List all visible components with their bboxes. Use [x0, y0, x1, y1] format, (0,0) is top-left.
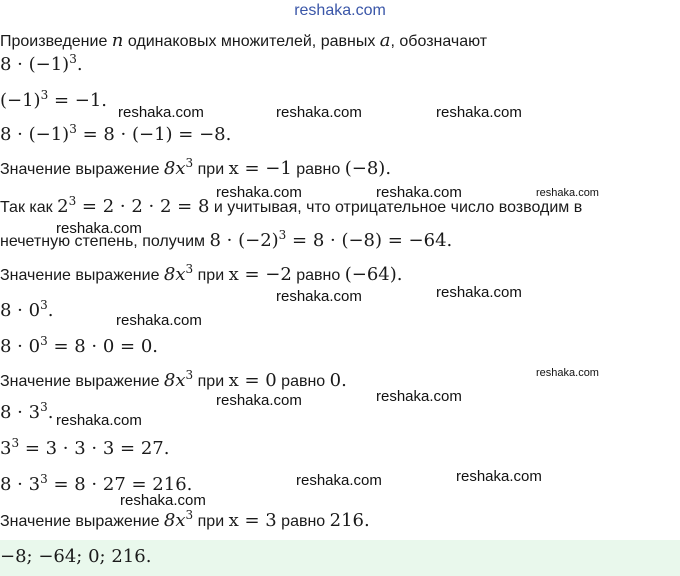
text-line: Значение выражение $8x^3$ при x = 0 равно 0.	[0, 368, 347, 391]
math-line: $8 \cdot 3^3$.	[0, 400, 54, 423]
math-line: $8 \cdot 0^3 = 8 \cdot 0 = 0$.	[0, 334, 159, 357]
text-line: Значение выражение $8x^3$ при x = 3 равно 216.	[0, 508, 370, 531]
text-line: Так как $2^3 = 2 \cdot 2 \cdot 2 = 8$ и учитывая, что отрицательное число возводим в	[0, 194, 583, 217]
watermark: reshaka.com	[436, 284, 522, 301]
text: , обозначают	[390, 33, 488, 50]
text: одинаковых множителей, равных	[127, 33, 376, 50]
watermark: reshaka.com	[276, 288, 362, 305]
math: a	[379, 30, 391, 51]
math-line: $8 \cdot 3^3 = 8 \cdot 27 = 216$.	[0, 472, 193, 495]
watermark: reshaka.com	[376, 184, 462, 201]
watermark: reshaka.com	[216, 184, 302, 201]
text: Произведение	[0, 33, 108, 50]
answer-box	[0, 540, 680, 576]
math-line: $(-1)^3 = -1$.	[0, 88, 108, 111]
math: n	[111, 30, 124, 51]
answer-text: −8; −64; 0; 216.	[0, 546, 152, 567]
watermark: reshaka.com	[56, 412, 142, 429]
math-line: $3^3 = 3 \cdot 3 \cdot 3 = 27$.	[0, 436, 170, 459]
watermark: reshaka.com	[276, 104, 362, 121]
watermark: reshaka.com	[56, 220, 142, 237]
watermark: reshaka.com	[436, 104, 522, 121]
text-line: нечетную степень, получим $8 \cdot (-2)^3 = 8 \cdot (-8) = -64$.	[0, 228, 453, 251]
watermark: reshaka.com	[536, 367, 599, 379]
watermark: reshaka.com	[296, 472, 382, 489]
watermark: reshaka.com	[116, 312, 202, 329]
watermark: reshaka.com	[456, 468, 542, 485]
watermark: reshaka.com	[216, 392, 302, 409]
text-line: Значение выражение $8x^3$ при x = −1 равно (−8).	[0, 156, 392, 179]
text-line: Значение выражение $8x^3$ при x = −2 равно (−64).	[0, 262, 403, 285]
math-line: $8 \cdot (-1)^3 = 8 \cdot (-1) = -8$.	[0, 122, 232, 145]
site-header[interactable]: reshaka.com	[294, 2, 386, 19]
math-line: $8 \cdot 0^3$.	[0, 298, 54, 321]
watermark: reshaka.com	[376, 388, 462, 405]
watermark: reshaka.com	[536, 187, 599, 199]
watermark: reshaka.com	[118, 104, 204, 121]
text-line-1	[0, 30, 487, 53]
math-line: $8 \cdot (-1)^3$.	[0, 52, 83, 75]
watermark: reshaka.com	[120, 492, 206, 509]
